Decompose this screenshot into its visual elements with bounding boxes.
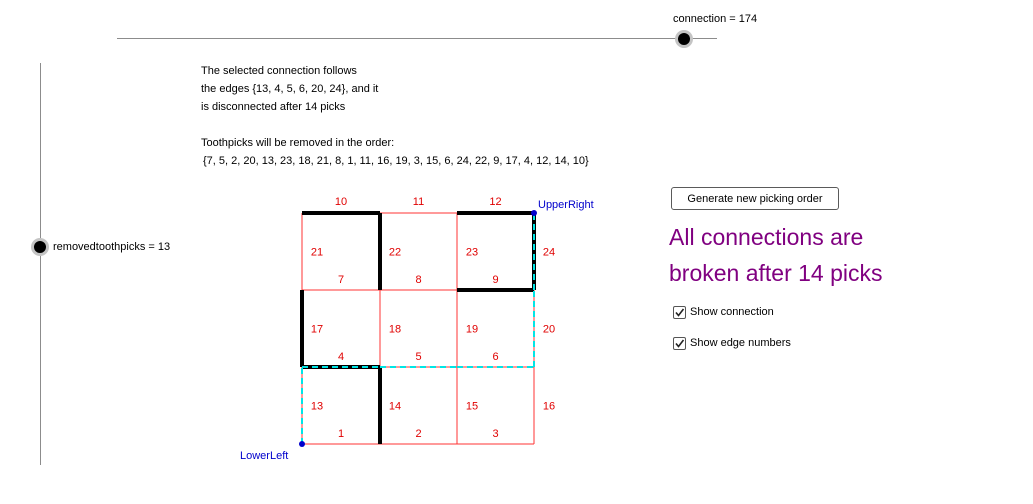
show-edge-numbers-checkbox[interactable] xyxy=(673,337,686,350)
order-heading: Toothpicks will be removed in the order: xyxy=(201,137,395,149)
edge-number-11: 11 xyxy=(412,196,425,208)
edge-number-21: 21 xyxy=(310,246,324,259)
edge-number-4: 4 xyxy=(337,351,345,363)
info-line-2: the edges {13, 4, 5, 6, 20, 24}, and it xyxy=(201,83,379,95)
edge-number-8: 8 xyxy=(415,274,422,286)
result-line-2: broken after 14 picks xyxy=(669,260,883,286)
checkmark-icon xyxy=(674,338,685,349)
connection-slider-label: connection = 174 xyxy=(673,13,758,25)
removed-toothpicks-slider-label: removedtoothpicks = 13 xyxy=(53,241,171,253)
edge-number-14: 14 xyxy=(388,400,402,413)
edge-number-13: 13 xyxy=(310,400,324,413)
edge-number-17: 17 xyxy=(310,323,324,336)
edge-number-2: 2 xyxy=(415,428,422,440)
checkmark-icon xyxy=(674,307,685,318)
edge-number-1: 1 xyxy=(337,428,345,440)
edge-number-7: 7 xyxy=(337,274,345,286)
info-line-3: is disconnected after 14 picks xyxy=(201,101,346,113)
result-line-1: All connections are xyxy=(669,224,864,250)
show-connection-checkbox[interactable] xyxy=(673,306,686,319)
edge-number-12: 12 xyxy=(489,196,502,208)
edge-number-6: 6 xyxy=(492,351,499,363)
edge-number-16: 16 xyxy=(542,400,556,413)
info-line-1: The selected connection follows xyxy=(201,65,357,77)
edge-number-10: 10 xyxy=(334,196,348,208)
show-edge-numbers-label[interactable]: Show edge numbers xyxy=(690,337,791,349)
edge-number-23: 23 xyxy=(465,246,479,259)
edge-number-5: 5 xyxy=(415,351,422,363)
edge-number-24: 24 xyxy=(542,246,556,259)
edge-number-18: 18 xyxy=(388,323,402,336)
edge-number-3: 3 xyxy=(492,428,499,440)
generate-picking-order-button[interactable]: Generate new picking order xyxy=(671,187,839,210)
upper-right-label: UpperRight xyxy=(538,199,594,211)
order-list: {7, 5, 2, 20, 13, 23, 18, 21, 8, 1, 11, 16, 19, 3, 15, 6, 24, 22, 9, 17, 4, 12, 14, 10} xyxy=(203,155,589,167)
edge-number-19: 19 xyxy=(465,323,479,336)
edge-number-22: 22 xyxy=(388,246,402,259)
lower-left-point xyxy=(299,441,305,447)
lower-left-label: LowerLeft xyxy=(240,450,289,462)
edge-number-9: 9 xyxy=(492,274,499,286)
show-connection-label[interactable]: Show connection xyxy=(690,306,774,318)
edge-number-15: 15 xyxy=(465,400,479,413)
upper-right-point xyxy=(531,210,537,216)
edge-number-20: 20 xyxy=(542,323,556,336)
